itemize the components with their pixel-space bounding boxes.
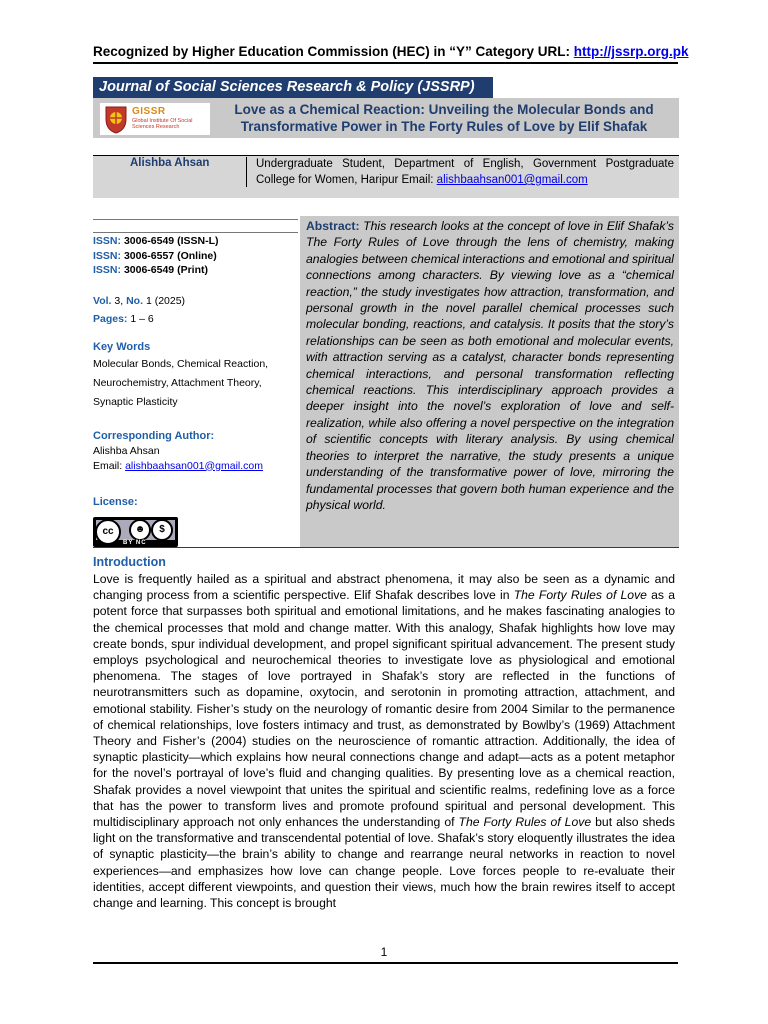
cc-labels: BY NC [123, 540, 147, 546]
article-title-line1: Love as a Chemical Reaction: Unveiling the Molecular Bonds and [234, 102, 654, 117]
vol-label: Vol. [93, 295, 112, 307]
sidebar-rule [93, 219, 298, 220]
cc-icon: cc [95, 519, 121, 545]
attribution-icon: ☻ [129, 519, 151, 541]
issn-label: ISSN: [93, 264, 122, 276]
no-label: No. [126, 295, 144, 307]
author-name: Alishba Ahsan [130, 157, 210, 169]
keywords-line: Synaptic Plasticity [93, 396, 178, 408]
corresponding-email-line [93, 459, 263, 474]
book-title: The Forty Rules of Love [513, 588, 647, 603]
license-heading: License: [93, 496, 138, 508]
journal-url-link[interactable]: http://jssrp.org.pk [573, 44, 689, 59]
keywords-line: Neurochemistry, Attachment Theory, [93, 377, 262, 389]
author-affiliation [256, 156, 674, 188]
corresponding-heading: Corresponding Author: [93, 430, 215, 442]
abstract-label: Abstract: [306, 219, 360, 233]
header-rule [93, 62, 678, 64]
author-divider [246, 157, 247, 187]
no-value: 1 (2025) [145, 295, 186, 307]
introduction-body [93, 571, 675, 911]
logo-subtitle: Global Institute Of Social Sciences Research [132, 118, 193, 130]
issn-l: 3006-6549 (ISSN-L) [123, 235, 219, 247]
noncommercial-icon: $ [151, 519, 173, 541]
issn-online-line [93, 249, 218, 264]
keywords-line: Molecular Bonds, Chemical Reaction, [93, 358, 269, 370]
keywords-block [93, 340, 268, 412]
author-email-link[interactable]: alishbaahsan001@gmail.com [436, 174, 588, 186]
issn-label: ISSN: [93, 235, 122, 247]
abstract [306, 218, 674, 513]
book-title: The Forty Rules of Love [458, 815, 592, 830]
issn-l-line [93, 234, 218, 249]
abstract-text: This research looks at the concept of love in Elif Shafak’s The Forty Rules of Love through the lens of chemistry, making analogies between chemical interactions and emotional and spiritual connections among characters. By viewing love as a “chemical reaction,” the study investigates how attraction, transformation, and personal growth in the novel parallel chemical processes such molecular bonding, reactions, and catalysis. It posits that the story’s relationships can be seen as both emotional and molecular events, with attraction serving as a catalyst, character bonds representing chemical interactions, and personal transformation reflecting chemical reactions. This interdisciplinary approach provides a deeper insight into the novel’s exploration of love and self-realization, while also offering a novel perspective on the integration of scientific concepts with literary analysis. By using chemical theories to interpret the narrative, the study presents a unique understanding of the transformative power of love, mirroring the fundamental processes that govern both human experience and the physical world. [306, 219, 674, 512]
pages-value: 1 – 6 [130, 312, 154, 325]
page-number: 1 [380, 945, 388, 959]
recognition-text: Recognized by Higher Education Commission (HEC) in “Y” Category URL: [93, 44, 574, 59]
corresponding-email-link[interactable]: alishbaahsan001@gmail.com [125, 459, 263, 472]
corresponding-block [93, 429, 263, 473]
sidebar-rule [93, 232, 298, 233]
issn-print-line [93, 263, 218, 278]
email-label: Email: [93, 459, 126, 472]
crest-icon [104, 104, 128, 134]
volume-block [93, 294, 185, 326]
footer-rule [93, 962, 678, 964]
intro-text-part: Love is frequently hailed as a spiritual and abstract phenomena, it may also be seen as a dynamic and changing process from a scientific perspective. Elif Shafak describes love in [93, 572, 675, 603]
keywords-heading: Key Words [93, 341, 151, 353]
journal-recognition-line [93, 44, 689, 59]
journal-name-banner: Journal of Social Sciences Research & Policy (JSSRP) [93, 77, 493, 98]
cc-by-nc-badge[interactable] [93, 517, 178, 547]
intro-text-part: as a potent force that surpasses both spiritual and emotional limitations, and he makes fascinating analogies to the chemical processes that mold and change matter. With this analogy, Shafak highlights how love may create bonds, spur individual development, and propel significant spiritual advancement. The present study employs psychological and neurochemical theories to investigate love as physiological and emotional phenomena. The stages of love portrayed in Shafak’s story are reflected in the functions of neurotransmitters such as dopamine, oxytocin, and serotonin in promoting attraction, attachment, and emotional stability. Fisher’s study on the neurology of romantic desire from 2004 Similar to the permanence of chemical relationships, love fosters intimacy and trust, as demonstrated by Bowlby’s (1969) Attachment Theory and Fisher’s (2004) studies on the neuroscience of romantic attraction. Additionally, the idea of synaptic plasticity—which explains how neural connections change and adapt—acts as a potent metaphor for the novel’s portrayal of love’s fluid and changing qualities. By presenting love as a chemical reaction, Shafak provides a novel viewpoint that unites the spiritual and scientific realms, redefining love as a force that has the power to transform lives and promote profound spiritual and personal development. This multidisciplinary approach not only enhances the understanding of [93, 588, 675, 830]
article-title-line2: Transformative Power in The Forty Rules of Love by Elif Shafak [240, 119, 648, 134]
issn-block [93, 234, 218, 278]
pages-label: Pages: [93, 312, 128, 325]
issn-label: ISSN: [93, 249, 122, 262]
volume-line [93, 294, 185, 309]
issn-print: 3006-6549 (Print) [123, 264, 208, 276]
corresponding-name: Alishba Ahsan [93, 445, 160, 457]
abstract-bottom-rule [93, 547, 679, 548]
article-title [214, 101, 674, 135]
logo-name: GISSR [132, 106, 166, 117]
affiliation-text: Undergraduate Student, Department of English, Government Postgraduate College for Women, Haripur Email: [256, 158, 674, 186]
pages-line [93, 312, 185, 327]
vol-value: 3, [114, 295, 124, 307]
introduction-heading: Introduction [93, 555, 166, 569]
intro-text-part: but also sheds light on the transformative and transcendental potential of love. Shafak’s story eloquently illustrates the idea of synaptic plasticity—the brain’s ability to change and rearrange neural networks in reaction to novel experiences—and emphasizes how love can change people. Love forces people to re-evaluate their identities, accept different viewpoints, and question their views, much how the brain rewires itself to accept change and learning. This concept is brought [93, 815, 676, 911]
issn-online: 3006-6557 (Online) [123, 249, 217, 262]
